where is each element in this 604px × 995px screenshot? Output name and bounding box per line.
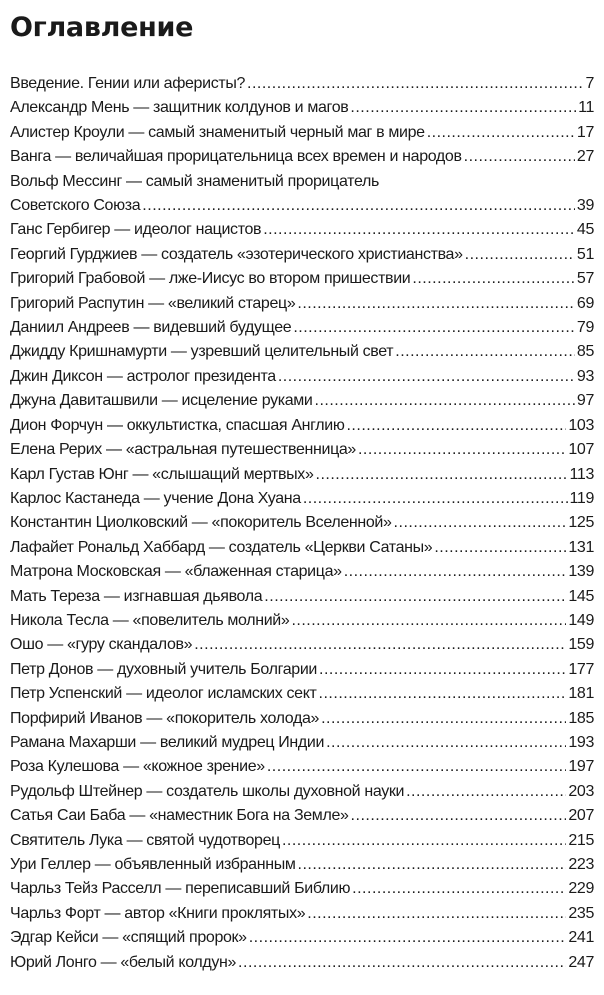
toc-entry-title: Чарльз Форт — автор «Книги проклятых» — [10, 904, 306, 922]
toc-entry-page-number: 27 — [576, 148, 594, 166]
toc-entry-page-number: 203 — [568, 782, 594, 800]
toc-entry-title: Карлос Кастанеда — учение Дона Хуана — [10, 489, 301, 507]
toc-entry-page-number: 11 — [578, 99, 594, 117]
toc-entry — [10, 463, 594, 487]
toc-entry-title: Елена Рерих — «астральная путешественница» — [10, 441, 356, 459]
toc-entry-line — [10, 389, 594, 413]
toc-entry — [10, 292, 594, 316]
toc-entry-title: Рамана Махарши — великий мудрец Индии — [10, 733, 325, 751]
toc-entry-page-number: 51 — [576, 245, 594, 263]
toc-entry-line — [10, 780, 594, 804]
toc-entry-line — [10, 340, 594, 364]
toc-entry — [10, 731, 594, 755]
toc-entry-title: Эдгар Кейси — «спящий пророк» — [10, 929, 247, 947]
toc-entry-line — [10, 755, 594, 779]
toc-entry-title: Лафайет Рональд Хаббард — создатель «Церкви Сатаны» — [10, 538, 433, 556]
dot-leader — [249, 926, 567, 950]
toc-entry-line — [10, 536, 594, 560]
toc-entry — [10, 145, 594, 169]
toc-entry-page-number: 7 — [585, 75, 594, 92]
toc-entry-title: Григорий Грабовой — лже-Иисус во втором пришествии — [10, 270, 411, 288]
toc-entry — [10, 536, 594, 560]
dot-leader — [427, 121, 575, 145]
toc-entry-page-number: 159 — [568, 636, 594, 654]
toc-entry-title: Джин Диксон — астролог президента — [10, 367, 276, 385]
toc-entry-page-number: 177 — [568, 660, 594, 678]
toc-entry-title: Джуна Давиташвили — исцеление руками — [10, 392, 313, 410]
dot-leader — [291, 609, 566, 633]
dot-leader — [298, 853, 567, 877]
dot-leader — [344, 560, 567, 584]
toc-entry — [10, 121, 594, 145]
toc-entry — [10, 511, 594, 535]
toc-entry-page-number: 107 — [568, 441, 594, 459]
toc-entry-page-number: 97 — [576, 392, 594, 410]
toc-entry-line — [10, 951, 594, 975]
dot-leader — [351, 804, 567, 828]
dot-leader — [282, 829, 566, 853]
toc-entry-title: Советского Союза — [10, 197, 141, 215]
toc-entry — [10, 682, 594, 706]
toc-entry-page-number: 125 — [568, 514, 594, 532]
dot-leader — [321, 707, 566, 731]
toc-entry-page-number: 69 — [576, 294, 594, 312]
dot-leader — [352, 877, 566, 901]
toc-entry — [10, 340, 594, 364]
dot-leader — [326, 731, 566, 755]
toc-entry-page-number: 235 — [568, 904, 594, 922]
toc-entry-line — [10, 585, 594, 609]
toc-entry-page-number: 85 — [576, 343, 594, 361]
toc-entry-title: Ганс Гербигер — идеолог нацистов — [10, 221, 262, 239]
toc-entry-title: Карл Густав Юнг — «слышащий мертвых» — [10, 465, 314, 483]
toc-entry-title: Ванга — величайшая прорицательница всех времен и народов — [10, 148, 462, 166]
toc-entry — [10, 316, 594, 340]
toc-entry — [10, 72, 594, 96]
toc-entry-title: Даниил Андреев — видевший будущее — [10, 319, 292, 337]
toc-entry-line — [10, 707, 594, 731]
toc-entry-line — [10, 72, 594, 96]
dot-leader — [395, 340, 575, 364]
toc-entry-page-number: 229 — [568, 880, 594, 898]
toc-entry-title: Роза Кулешова — «кожное зрение» — [10, 758, 265, 776]
toc-entry — [10, 658, 594, 682]
toc-entry — [10, 96, 594, 120]
toc-entry-line — [10, 414, 594, 438]
toc-entry-line — [10, 292, 594, 316]
toc-entry — [10, 243, 594, 267]
toc-entry-page-number: 247 — [568, 953, 594, 971]
dot-leader — [307, 902, 566, 926]
toc-entry-title: Петр Успенский — идеолог исламских сект — [10, 685, 317, 703]
toc-entry-page-number: 207 — [568, 807, 594, 825]
toc-entry-page-number: 131 — [568, 538, 594, 556]
dot-leader — [278, 365, 575, 389]
toc-entry — [10, 780, 594, 804]
toc-entry-page-number: 45 — [576, 221, 594, 239]
toc-entry-line — [10, 682, 594, 706]
toc-entry — [10, 170, 594, 219]
toc-entry-page-number: 241 — [568, 929, 594, 947]
toc-entry — [10, 438, 594, 462]
dot-leader — [293, 316, 575, 340]
toc-entry-title: Чарльз Тейз Расселл — переписавший Библию — [10, 880, 351, 898]
toc-entry-title: Никола Тесла — «повелитель молний» — [10, 611, 290, 629]
toc-entry-line — [10, 633, 594, 657]
dot-leader — [319, 658, 566, 682]
toc-entry-line — [10, 926, 594, 950]
toc-entry-title: Рудольф Штейнер — создатель школы духовной науки — [10, 782, 405, 800]
dot-leader — [434, 536, 566, 560]
toc-entry-line — [10, 194, 594, 218]
toc-entry-title: Георгий Гурджиев — создатель «эзотерического христианства» — [10, 245, 463, 263]
toc-entry-line — [10, 145, 594, 169]
toc-entry-line — [10, 902, 594, 926]
toc-entry-page-number: 113 — [569, 465, 594, 483]
dot-leader — [316, 463, 568, 487]
toc-entry — [10, 804, 594, 828]
toc-entry-line — [10, 243, 594, 267]
toc-entry-title: Ури Геллер — объявленный избранным — [10, 856, 296, 873]
toc-entry-title: Александр Мень — защитник колдунов и магов — [10, 99, 349, 117]
toc-entry-page-number: 149 — [568, 611, 594, 629]
toc-entry — [10, 829, 594, 853]
toc-entry-line — [10, 560, 594, 584]
toc-entry-page-number: 197 — [568, 758, 594, 776]
toc-entry — [10, 707, 594, 731]
toc-entry-line — [10, 121, 594, 145]
page-title: Оглавление — [10, 12, 194, 43]
toc-entry — [10, 755, 594, 779]
toc-entry — [10, 560, 594, 584]
toc-entry-title: Матрона Московская — «блаженная старица» — [10, 563, 342, 581]
toc-entry — [10, 902, 594, 926]
dot-leader — [238, 951, 566, 975]
dot-leader — [350, 96, 576, 120]
toc-entry-title: Петр Донов — духовный учитель Болгарии — [10, 660, 317, 678]
toc-entry-title: Юрий Лонго — «белый колдун» — [10, 953, 237, 971]
toc-entry-line — [10, 853, 594, 877]
toc-entry-line — [10, 609, 594, 633]
toc-entry-line — [10, 96, 594, 120]
toc-entry-title: Григорий Распутин — «великий старец» — [10, 294, 296, 312]
toc-entry-line — [10, 267, 594, 291]
toc-entry — [10, 365, 594, 389]
toc-entry-page-number: 79 — [576, 319, 594, 337]
toc-entry-line — [10, 877, 594, 901]
toc-entry-page-number: 57 — [576, 270, 594, 288]
dot-leader — [315, 389, 575, 413]
toc-entry-title: Мать Тереза — изгнавшая дьявола — [10, 587, 263, 605]
toc-entry-page-number: 139 — [568, 563, 594, 581]
dot-leader — [358, 438, 566, 462]
dot-leader — [412, 267, 575, 291]
toc-entry — [10, 487, 594, 511]
dot-leader — [406, 780, 566, 804]
dot-leader — [267, 755, 566, 779]
toc-entry-title-line1: Вольф Мессинг — самый знаменитый прорицатель — [10, 172, 379, 190]
toc-entry-title: Джидду Кришнамурти — узревший целительный свет — [10, 343, 394, 361]
toc-entry-page-number: 119 — [569, 489, 594, 507]
toc-entry-title: Ошо — «гуру скандалов» — [10, 636, 193, 654]
toc-entry-title: Дион Форчун — оккультистка, спасшая Англию — [10, 416, 345, 434]
dot-leader — [465, 243, 575, 267]
toc-list — [10, 72, 594, 975]
toc-entry-page-number: 145 — [568, 587, 594, 605]
toc-entry-line — [10, 511, 594, 535]
dot-leader — [194, 633, 566, 657]
toc-entry-page-number: 193 — [568, 733, 594, 751]
toc-entry — [10, 218, 594, 242]
toc-entry — [10, 633, 594, 657]
dot-leader — [394, 511, 567, 535]
dot-leader — [263, 218, 575, 242]
dot-leader — [297, 292, 575, 316]
toc-entry-line — [10, 829, 594, 853]
toc-entry-title: Святитель Лука — святой чудотворец — [10, 831, 280, 849]
toc-entry-line — [10, 463, 594, 487]
toc-entry-title: Сатья Саи Баба — «наместник Бога на Земле» — [10, 807, 349, 825]
toc-entry — [10, 267, 594, 291]
toc-entry-page-number: 103 — [568, 416, 594, 434]
toc-entry-page-number: 39 — [576, 197, 594, 215]
toc-entry-title: Порфирий Иванов — «покоритель холода» — [10, 709, 320, 727]
toc-entry-page-number: 215 — [568, 831, 594, 849]
dot-leader — [346, 414, 566, 438]
dot-leader — [319, 682, 567, 706]
toc-entry-line — [10, 218, 594, 242]
toc-entry-title: Константин Циолковский — «покоритель Вселенной» — [10, 514, 392, 532]
toc-entry — [10, 853, 594, 877]
toc-entry — [10, 389, 594, 413]
dot-leader — [247, 72, 583, 96]
toc-entry-line — [10, 365, 594, 389]
dot-leader — [303, 487, 568, 511]
toc-entry-page-number: 181 — [568, 685, 594, 703]
dot-leader — [142, 194, 575, 218]
toc-entry-line — [10, 438, 594, 462]
toc-entry — [10, 414, 594, 438]
dot-leader — [264, 585, 566, 609]
toc-entry-page-number: 185 — [568, 709, 594, 727]
dot-leader — [464, 145, 575, 169]
toc-entry — [10, 585, 594, 609]
toc-entry — [10, 926, 594, 950]
toc-entry-title: Алистер Кроули — самый знаменитый черный маг в мире — [10, 123, 425, 141]
toc-entry-line — [10, 658, 594, 682]
toc-entry-line — [10, 487, 594, 511]
toc-entry-page-number: 17 — [576, 123, 594, 141]
toc-entry-title: Введение. Гении или аферисты? — [10, 75, 246, 92]
toc-entry-line — [10, 316, 594, 340]
toc-entry — [10, 609, 594, 633]
toc-entry — [10, 877, 594, 901]
toc-entry-page-number: 93 — [576, 367, 594, 385]
toc-entry-line — [10, 731, 594, 755]
toc-entry — [10, 951, 594, 975]
toc-entry-line — [10, 804, 594, 828]
toc-entry-page-number: 223 — [568, 856, 594, 873]
